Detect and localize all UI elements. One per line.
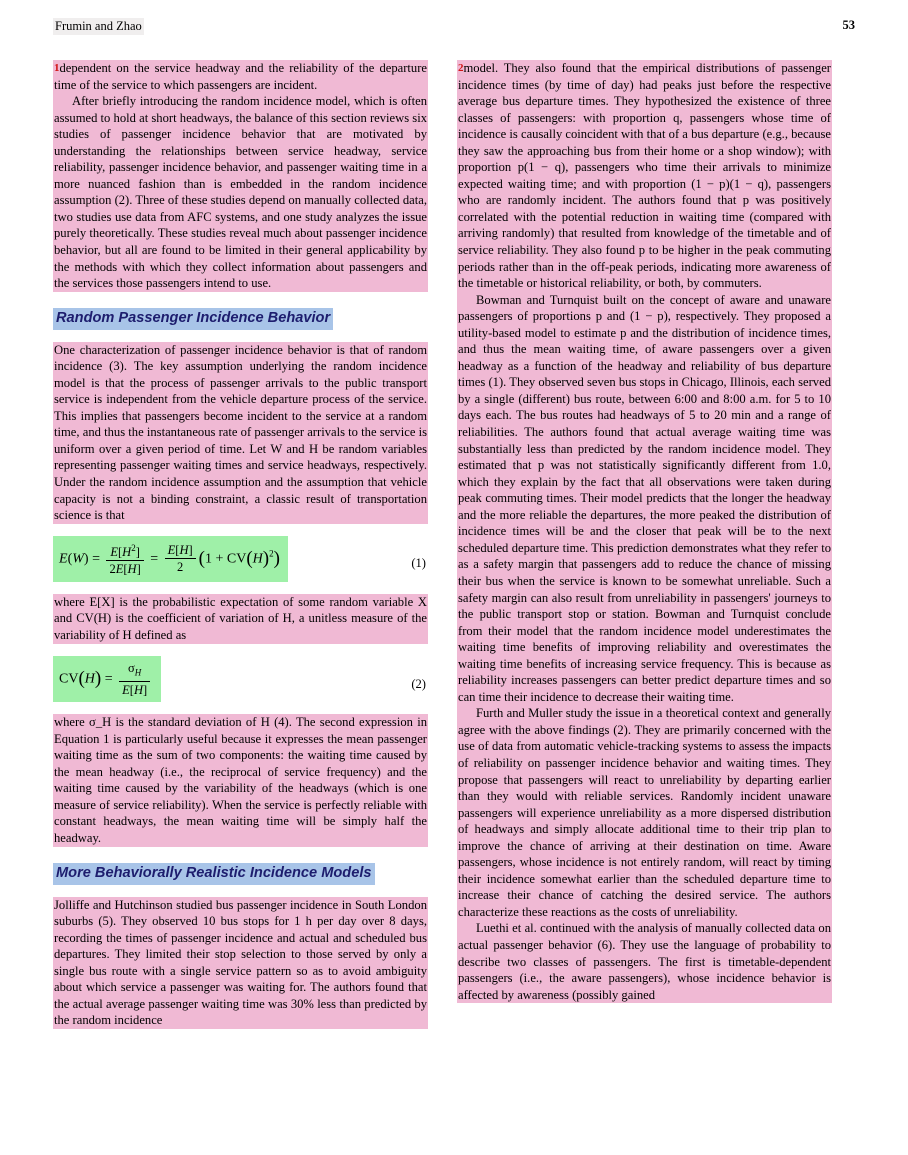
equation-2-number: (2) [411, 676, 426, 691]
paragraph [457, 60, 832, 292]
running-head [53, 18, 855, 36]
paragraph: Jolliffe and Hutchinson studied bus passenger incidence in South London suburbs (5). They observed 10 bus stops for 1 h per day over 8 days, recording the times of passenger incidence and actual and scheduled bus departures. They limited their stop selection to those served by only a single bus route with a single service pattern so as to avoid ambiguity about which service a passenger was waiting for. The authors found that the actual average passenger waiting time was 30% less than predicted by the random incidence [54, 897, 427, 1028]
equation-2: CV(H) = $\frac{\sigma_H}{E[H]}$ [53, 656, 161, 703]
column-marker-right: 2 [458, 62, 464, 74]
paragraph-text: dependent on the service headway and the reliability of the departure time of the service to which passengers are incident. [54, 61, 427, 92]
section-heading-wrap [53, 308, 428, 330]
running-head-authors: Frumin and Zhao [55, 19, 142, 33]
equation-1-number: (1) [411, 556, 426, 571]
paragraph: Bowman and Turnquist built on the concept of aware and unaware passengers of proportions p and (1 − p), respectively. They proposed a utility-based model to estimate p and the distribution of incidence times, and thus the mean waiting time, of aware passengers over a given headway as a function of the headway and reliability of bus departure times (1). They observed seven bus stops in Chicago, Illinois, each served by a single (different) bus route, between 6:00 and 8:00 a.m. for 5 to 10 days each. The bus routes had headways of 5 to 20 min and a range of reliabilities. The authors found that actual average waiting time was substantially less than predicted by the random incidence model. They estimated that p was not statistically significantly different from 1.0, which they explain by the fact that all observations were taken during peak commuting times. Their model predicts that the longer the headway and the more reliable the departures, the more peaked the distribution of incidence times will be and the closer that peak will be to the next scheduled departure time. This prediction demonstrates what they refer to as a safety margin that passengers add to reduce the chance of missing their bus when the service is known to be somewhat unreliable. Such a safety margin can also result from unreliability in passengers' journeys to the public transport stop or station. Bowman and Turnquist conclude from their model that the random incidence model underestimates the waiting time benefits of improving reliability and overestimates the waiting time benefits of increasing service frequency. This is because as reliability increases passengers can better predict departure times and so can time their incidence to decrease their waiting time. [458, 292, 831, 704]
section-heading-random-passenger-incidence: Random Passenger Incidence Behavior [53, 308, 333, 330]
paragraph-text: model. They also found that the empirical distributions of passenger incidence times (by time of day) had peaks just before the respective average bus departure times. They hypothesized the existence of three classes of passengers: with proportion q, passengers whose time of incidence is causally coincident with that of a bus departure (e.g., because they saw the approaching bus from their home or a shop window); with proportion p(1 − q), passengers who time their arrivals to minimize expected waiting time; and with proportion (1 − p)(1 − q), passengers who are randomly incident. The authors found that p was positively correlated with the potential reduction in waiting time (compared with arriving randomly) that resulted from knowledge of the timetable and of service reliability. They also found p to be higher in the peak commuting periods rather than in the off-peak periods, indicating more awareness of the timetable or historical reliability, or both, by commuters. [458, 61, 831, 291]
section-heading-more-behaviorally-realistic: More Behaviorally Realistic Incidence Models [53, 863, 375, 885]
paragraph: Luethi et al. continued with the analysis of manually collected data on actual passenger behavior (6). They use the language of probability to describe two classes of passengers. The first is timetable-dependent passengers (i.e., the aware passengers), whose incidence behavior is affected by awareness (possibly gained [458, 921, 831, 1002]
page-number: 53 [842, 18, 855, 32]
paragraph: where E[X] is the probabilistic expectation of some random variable X and CV(H) is the coefficient of variation of H, a unitless measure of the variability of H defined as [54, 594, 427, 643]
column-marker-left: 1 [54, 62, 60, 74]
paragraph: Furth and Muller study the issue in a theoretical context and generally agree with the above findings (2). They are primarily concerned with the use of data from automatic vehicle-tracking systems to assess the impacts of reliability on passenger incidence behavior and waiting times. They propose that passengers will react to unreliability by departing earlier than they would with reliable services. Randomly incident unaware passengers will experience unreliability as a more dispersed distribution of headways and simply allocate additional time to their trip plan to improve the chance of arriving at their destination on time. Aware passengers, whose incidence is not entirely random, will react by timing their incidence somewhat earlier than the scheduled departure time to increase their chance of catching the desired service. The authors characterize these reactions as the costs of unreliability. [458, 706, 831, 919]
paragraph [53, 60, 428, 93]
right-column [457, 60, 832, 1003]
equation-1: E(W) = $\frac{E[H^2]}{2E[H]}$ = $\frac{E[H]}{2}$ $(1 + CV(H)^2)$ [53, 536, 288, 582]
equation-1-row [53, 536, 428, 582]
equation-2-row [53, 656, 428, 703]
paragraph: where σ_H is the standard deviation of H (4). The second expression in Equation 1 is particularly useful because it expresses the mean passenger waiting time as the sum of two components: the waiting time caused by the mean headway (i.e., the reciprocal of service frequency) and the waiting time caused by the variability of the headways (which is one measure of service reliability). When the service is perfectly reliable with constant headways, the mean waiting time will be simply half the headway. [54, 715, 427, 845]
left-column [53, 60, 428, 1029]
paragraph: One characterization of passenger incidence behavior is that of random incidence (3). The key assumption underlying the random incidence model is that the process of passenger arrivals to the public transport service is independent from the vehicle departure process of the service. This implies that passengers become incident to the service at a random time, and thus the instantaneous rate of passenger arrivals to the service is uniform over a given period of time. Let W and H be random variables representing passenger waiting times and service headways, respectively. Under the random incidence assumption and the assumption that vehicle capacity is not a binding constraint, a classic result of transportation science is that [54, 342, 427, 523]
paragraph: After briefly introducing the random incidence model, which is often assumed to hold at short headways, the balance of this section reviews six studies of passenger incidence behavior that are motivated by understanding the relationships between service headway, service reliability, passenger incidence behavior, and passenger waiting time in a more nuanced fashion than is embedded in the random incidence assumption (2). Three of these studies depend on manually collected data, two studies use data from AFC systems, and one study analyzes the issue purely theoretically. These studies reveal much about passenger incidence behavior, but all are found to be limited in their general applicability by the methods with which they collect information about passengers and the services those passengers intend to use. [54, 94, 427, 291]
section-heading-wrap [53, 863, 428, 885]
